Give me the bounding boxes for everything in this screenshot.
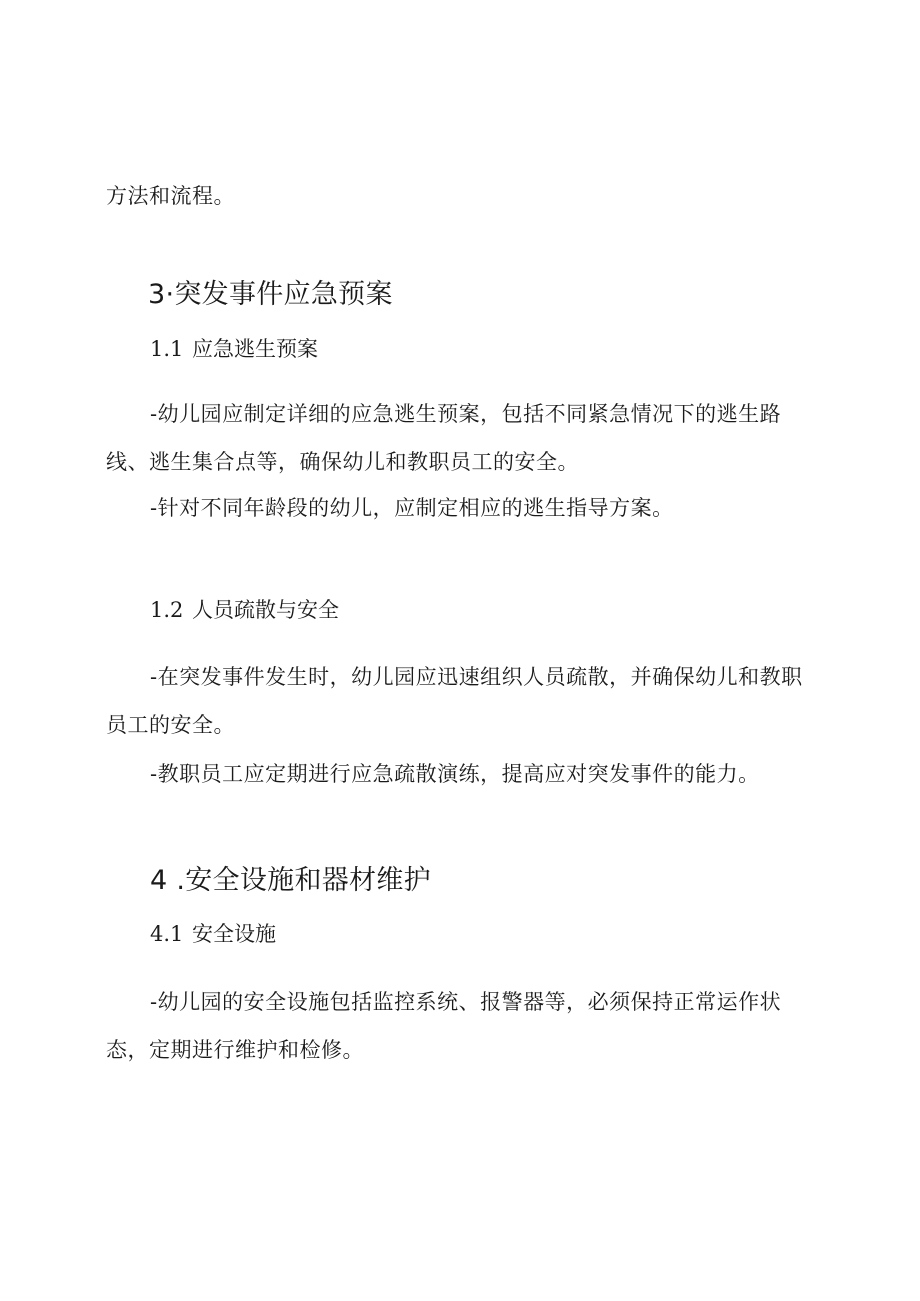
subsection-number: 4.1 [150, 922, 184, 946]
continuation-text: 方法和流程。 [106, 184, 235, 208]
paragraph-line: -幼儿园应制定详细的应急逃生预案，包括不同紧急情况下的逃生路 [150, 402, 782, 426]
subsection-4-1-heading [150, 919, 276, 949]
subsection-1-2-heading [150, 595, 339, 625]
subsection-number: 1.1 [150, 337, 184, 361]
section-3-heading: 3·突发事件应急预案 [148, 279, 393, 310]
subsection-title: 人员疏散与安全 [192, 598, 339, 622]
paragraph-line: -针对不同年龄段的幼儿，应制定相应的逃生指导方案。 [150, 496, 674, 520]
subsection-1-1-heading [150, 334, 318, 364]
section-4-heading: 4 .安全设施和器材维护 [150, 865, 431, 896]
subsection-title: 应急逃生预案 [192, 337, 318, 361]
paragraph-line: 员工的安全。 [106, 713, 235, 737]
paragraph-line: -幼儿园的安全设施包括监控系统、报警器等，必须保持正常运作状 [150, 990, 782, 1014]
paragraph-line: -在突发事件发生时，幼儿园应迅速组织人员疏散，并确保幼儿和教职 [150, 665, 803, 689]
paragraph-line: -教职员工应定期进行应急疏散演练，提高应对突发事件的能力。 [150, 762, 760, 786]
paragraph-line: 线、逃生集合点等，确保幼儿和教职员工的安全。 [106, 450, 579, 474]
subsection-number: 1.2 [150, 598, 184, 622]
subsection-title: 安全设施 [192, 922, 276, 946]
paragraph-line: 态，定期进行维护和检修。 [106, 1038, 364, 1062]
